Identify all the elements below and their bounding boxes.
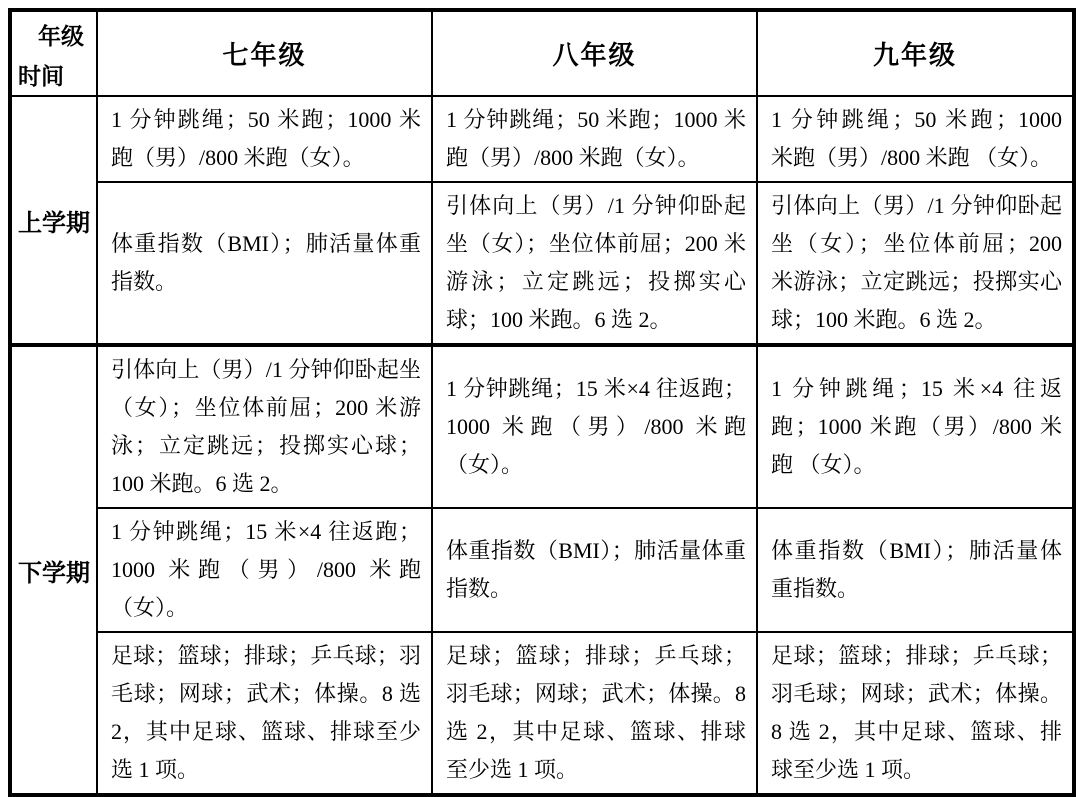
table-row-first-semester-2: [10, 182, 1074, 345]
row-label-first-semester: 上学期: [10, 96, 97, 345]
table-row-second-semester-2: [10, 508, 1074, 632]
table-cell-s1r2-grade8: 引体向上（男）/1 分钟仰卧起坐（女）；坐位体前屈；200 米游泳；立定跳远；投掷实心球；100 米跑。6 选 2。: [432, 182, 757, 345]
header-row: [10, 10, 1074, 96]
table-cell-s1r2-grade9: 引体向上（男）/1 分钟仰卧起坐（女）；坐位体前屈；200 米游泳；立定跳远；投掷实心球；100 米跑。6 选 2。: [757, 182, 1074, 345]
table-row-second-semester-1: [10, 345, 1074, 508]
corner-cell-inner: [12, 12, 96, 95]
column-header-grade7: 七年级: [97, 10, 432, 96]
table-cell-s2r2-grade8: 体重指数（BMI）；肺活量体重指数。: [432, 508, 757, 632]
column-header-grade8: 八年级: [432, 10, 757, 96]
table-row-second-semester-3: [10, 632, 1074, 795]
corner-grade-label: 年级: [38, 23, 84, 49]
table-cell-s1r1-grade9: 1 分钟跳绳；50 米跑；1000 米跑（男）/800 米跑 （女）。: [757, 96, 1074, 182]
table-cell-s2r3-grade8: 足球；篮球；排球；乒乓球；羽毛球；网球；武术；体操。8 选 2，其中足球、篮球、排球至少选 1 项。: [432, 632, 757, 795]
table-cell-s1r1-grade8: 1 分钟跳绳；50 米跑；1000 米跑（男）/800 米跑（女）。: [432, 96, 757, 182]
table-cell-s2r3-grade9: 足球；篮球；排球；乒乓球；羽毛球；网球；武术；体操。8 选 2，其中足球、篮球、排球至少选 1 项。: [757, 632, 1074, 795]
table-cell-s2r1-grade7: 引体向上（男）/1 分钟仰卧起坐（女）；坐位体前屈；200 米游泳；立定跳远；投掷实心球；100 米跑。6 选 2。: [97, 345, 432, 508]
table-cell-s2r1-grade9: 1 分钟跳绳；15 米×4 往返跑；1000 米跑（男）/800 米跑 （女）。: [757, 345, 1074, 508]
table-cell-s2r2-grade7: 1 分钟跳绳；15 米×4 往返跑；1000 米跑（男）/800 米跑 （女）。: [97, 508, 432, 632]
table-row-first-semester-1: [10, 96, 1074, 182]
table-cell-s1r2-grade7: 体重指数（BMI）；肺活量体重指数。: [97, 182, 432, 345]
table-cell-s2r2-grade9: 体重指数（BMI）；肺活量体重指数。: [757, 508, 1074, 632]
pe-test-schedule-table: [8, 8, 1076, 797]
corner-cell: [10, 10, 97, 96]
column-header-grade9: 九年级: [757, 10, 1074, 96]
row-label-second-semester: 下学期: [10, 345, 97, 795]
corner-time-label: 时间: [18, 63, 64, 89]
table-cell-s1r1-grade7: 1 分钟跳绳；50 米跑；1000 米跑（男）/800 米跑（女）。: [97, 96, 432, 182]
table-cell-s2r1-grade8: 1 分钟跳绳；15 米×4 往返跑；1000 米跑（男）/800 米跑（女）。: [432, 345, 757, 508]
table-cell-s2r3-grade7: 足球；篮球；排球；乒乓球；羽毛球；网球；武术；体操。8 选 2，其中足球、篮球、排球至少选 1 项。: [97, 632, 432, 795]
